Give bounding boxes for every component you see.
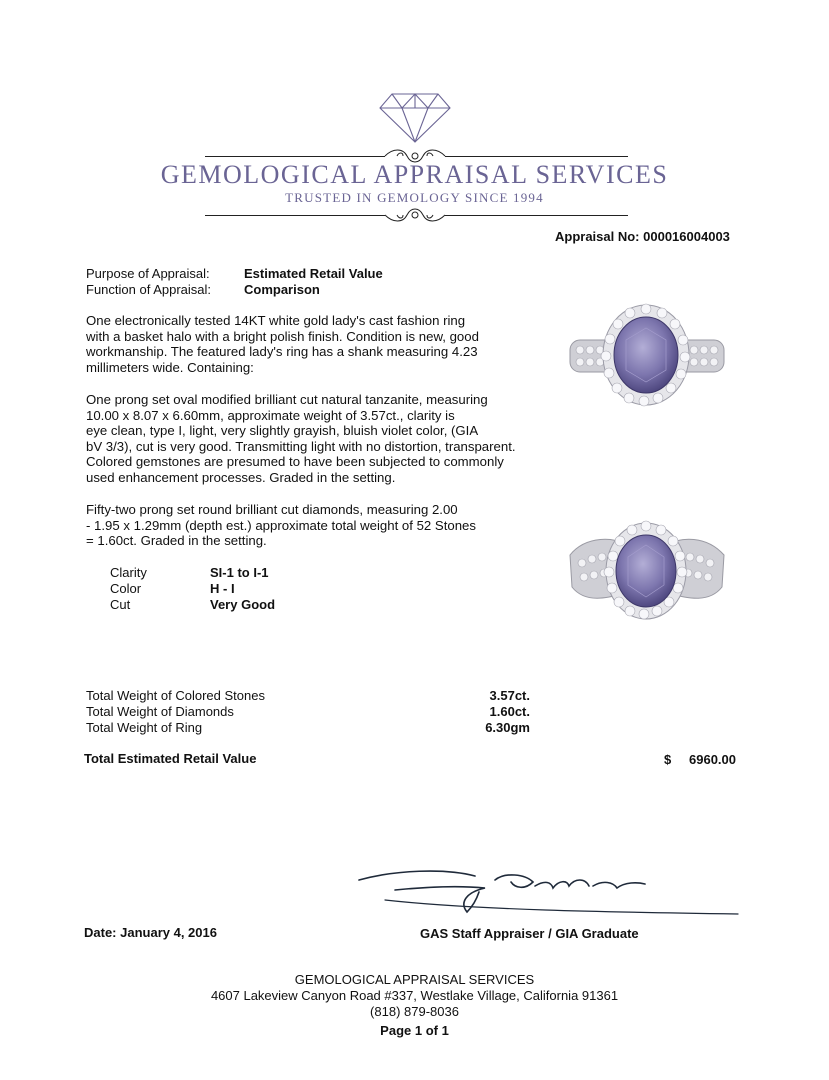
company-tagline: TRUSTED IN GEMOLOGY SINCE 1994 xyxy=(285,190,544,205)
description-paragraph-3 xyxy=(86,502,556,549)
flourish-icon xyxy=(383,205,447,225)
text-line: eye clean, type I, light, very slightly grayish, bluish violet color, (GIA xyxy=(86,423,479,439)
text-line: One prong set oval modified brilliant cut natural tanzanite, measuring xyxy=(86,392,488,407)
grade-value-color: H - I xyxy=(210,581,235,596)
header-rule-left-bottom xyxy=(205,215,385,216)
text-line: = 1.60ct. Graded in the setting. xyxy=(86,533,267,549)
grade-value-clarity: SI-1 to I-1 xyxy=(210,565,269,580)
description-paragraph-2 xyxy=(86,392,556,486)
function-label: Function of Appraisal: xyxy=(86,282,212,297)
text-line: Fifty-two prong set round brilliant cut diamonds, measuring 2.00 xyxy=(86,502,458,517)
text-line: Colored gemstones are presumed to have been subjected to commonly xyxy=(86,454,504,470)
header-rule-left xyxy=(205,156,385,157)
total-label-colored-stones: Total Weight of Colored Stones xyxy=(86,688,265,703)
purpose-label: Purpose of Appraisal: xyxy=(86,266,210,281)
page-number: Page 1 of 1 xyxy=(380,1023,449,1038)
text-line: 10.00 x 8.07 x 6.60mm, approximate weight of 3.57ct., clarity is xyxy=(86,407,455,423)
appraisal-date: Date: January 4, 2016 xyxy=(84,925,217,940)
ring-image-top xyxy=(566,300,728,410)
footer-address: 4607 Lakeview Canyon Road #337, Westlake Village, California 91361 xyxy=(210,988,619,1003)
text-line: - 1.95 x 1.29mm (depth est.) approximate total weight of 52 Stones xyxy=(86,517,476,533)
retail-value-label: Total Estimated Retail Value xyxy=(84,751,257,766)
total-value-colored-stones: 3.57ct. xyxy=(489,688,530,703)
grade-label-clarity: Clarity xyxy=(110,565,147,580)
retail-currency: $ xyxy=(664,752,672,767)
description-paragraph-1 xyxy=(86,313,556,375)
total-label-ring: Total Weight of Ring xyxy=(86,720,203,735)
purpose-value: Estimated Retail Value xyxy=(244,266,383,281)
footer-company: GEMOLOGICAL APPRAISAL SERVICES xyxy=(294,972,535,987)
appraisal-number-label: Appraisal No: xyxy=(555,229,640,244)
appraisal-number-value: 000016004003 xyxy=(643,229,730,244)
diamond-logo-icon xyxy=(378,92,452,144)
total-value-ring: 6.30gm xyxy=(485,720,530,735)
function-value: Comparison xyxy=(244,282,320,297)
retail-amount: 6960.00 xyxy=(689,752,736,767)
grade-value-cut: Very Good xyxy=(210,597,276,612)
text-line: bV 3/3), cut is very good. Transmitting light with no distortion, transparent. xyxy=(86,438,516,454)
signature-image xyxy=(355,862,740,922)
total-value-diamonds: 1.60ct. xyxy=(489,704,530,719)
footer-phone: (818) 879-8036 xyxy=(370,1004,459,1019)
text-line: One electronically tested 14KT white gold lady's cast fashion ring xyxy=(86,313,466,328)
text-line: used enhancement processes. Graded in the setting. xyxy=(86,469,396,485)
header-rule-right xyxy=(445,156,628,157)
text-line: millimeters wide. Containing: xyxy=(86,359,254,375)
text-line: with a basket halo with a bright polish finish. Condition is new, good xyxy=(86,328,479,344)
appraisal-number xyxy=(555,229,730,244)
total-label-diamonds: Total Weight of Diamonds xyxy=(86,704,234,719)
header-rule-right-bottom xyxy=(445,215,628,216)
signer-title: GAS Staff Appraiser / GIA Graduate xyxy=(420,926,639,941)
text-line: workmanship. The featured lady's ring has a shank measuring 4.23 xyxy=(86,344,478,360)
grade-label-cut: Cut xyxy=(110,597,131,612)
grade-label-color: Color xyxy=(110,581,142,596)
company-name: GEMOLOGICAL APPRAISAL SERVICES xyxy=(160,160,669,189)
ring-image-bottom xyxy=(566,515,728,625)
